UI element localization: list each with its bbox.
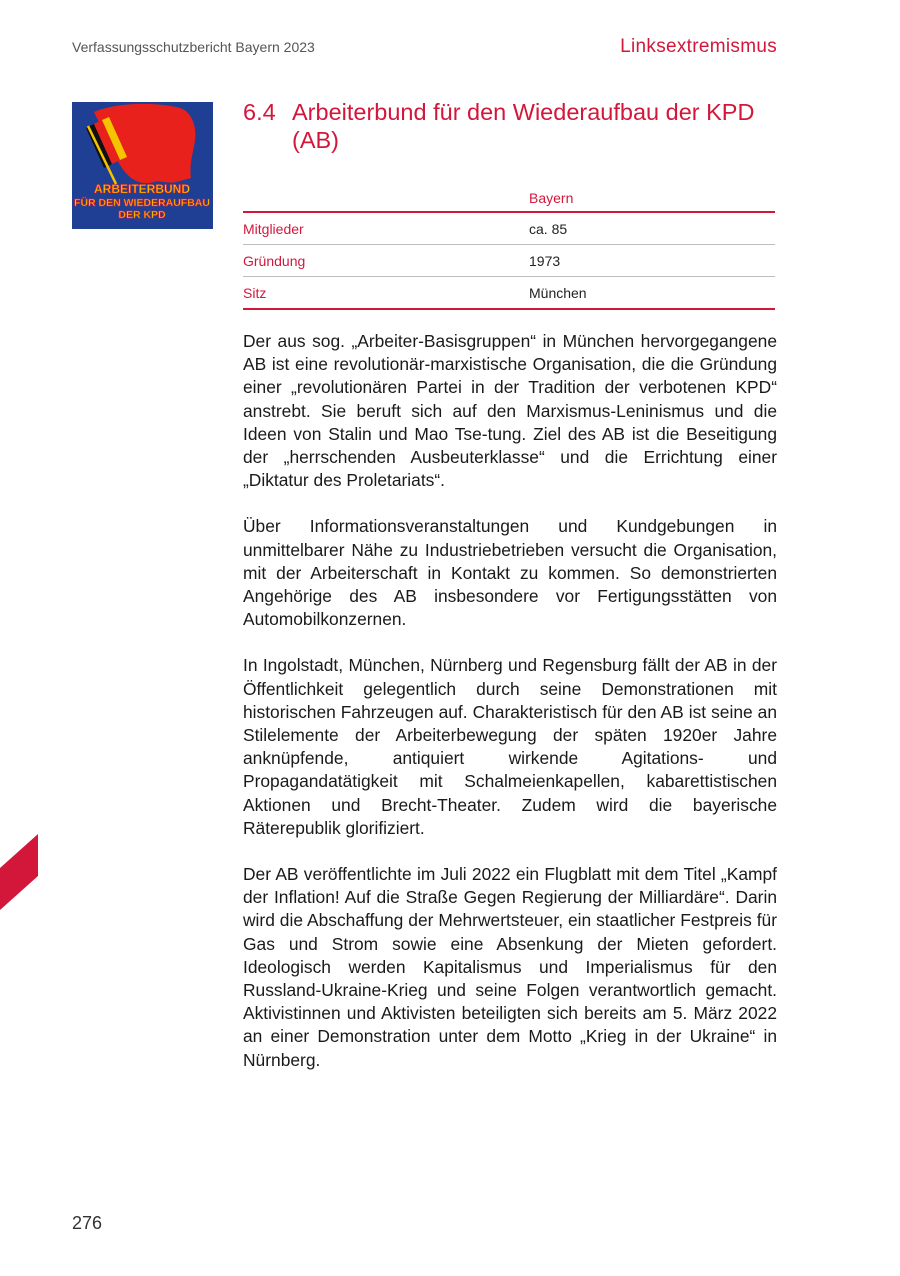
logo-text-line-1: ARBEITERBUND: [94, 182, 190, 196]
flag-logo-graphic: [72, 102, 213, 229]
table-row: [243, 245, 775, 277]
organization-logo: [72, 102, 213, 229]
table-row-value: 1973: [529, 245, 775, 277]
table-row-label: Sitz: [243, 277, 529, 310]
page-number: 276: [72, 1213, 103, 1233]
table-row-label: Mitglieder: [243, 212, 529, 245]
paragraph: Der aus sog. „Arbeiter-Basisgruppen“ in München hervorgegangene AB ist eine revolutionär-marxistische Organisation, die die Gründung einer „revolutionären Partei in der Tradition der verbotenen KPD“ anstrebt. Sie beruft sich auf den Marxismus-Leninismus und die Ideen von Stalin und Mao Tse-tung. Ziel des AB ist die Beseitigung der „herrschenden Ausbeuterklasse“ und die Errichtung einer „Diktatur des Proletariats“.: [243, 331, 777, 491]
logo-text-line-3: DER KPD: [118, 209, 166, 221]
table-column-header: Bayern: [529, 186, 775, 212]
paragraph: Der AB veröffentlichte im Juli 2022 ein Flugblatt mit dem Titel „Kampf der Inflation! Auf die Straße Gegen Regierung der Milliardäre“. Darin wird die Abschaffung der Mehrwertsteuer, ein staatlicher Festpreis für Gas und Strom sowie eine Absenkung der Mieten gefordert. Ideologisch werden Kapitalismus und Imperialismus für den Russland-Ukraine-Krieg und seine Folgen verantwortlich gemacht. Aktivistinnen und Aktivisten beteiligten sich bereits am 5. März 2022 an einer Demonstration unter dem Motto „Krieg in der Ukraine“ in Nürnberg.: [243, 864, 777, 1070]
running-header-publication: Verfassungsschutzbericht Bayern 2023: [72, 39, 315, 55]
table-row: [243, 212, 775, 245]
paragraph: In Ingolstadt, München, Nürnberg und Regensburg fällt der AB in der Öffentlichkeit gelegentlich durch seine Demonstrationen mit historischen Fahrzeugen auf. Charakteristisch für den AB ist seine an Stilelemente der Arbeiterbewegung der späten 1920er Jahre anknüpfende, antiquiert wirkende Agitations- und Propagandatätigkeit mit Schalmeienkapellen, kabarettistischen Aktionen und Brecht-Theater. Zudem wird die bayerische Räterepublik glorifiziert.: [243, 655, 777, 838]
table-header-row: [243, 186, 775, 212]
body-text: [243, 330, 777, 1095]
section-title: Arbeiterbund für den Wiederaufbau der KPD (AB): [292, 99, 755, 153]
chapter-side-tab: [0, 834, 38, 910]
table-header-empty: [243, 186, 529, 212]
table-row-value: ca. 85: [529, 212, 775, 245]
logo-text-line-2: FÜR DEN WIEDERAUFBAU: [74, 197, 210, 209]
table-row-value: München: [529, 277, 775, 310]
facts-table: [243, 186, 775, 310]
paragraph: Über Informationsveranstaltungen und Kundgebungen in unmittelbarer Nähe zu Industriebetrieben versucht die Organisation, mit der Arbeiterschaft in Kontakt zu kommen. So demonstrierten Angehörige des AB insbesondere vor Fertigungsstätten von Automobilkonzernen.: [243, 516, 777, 630]
section-number: 6.4: [243, 99, 276, 125]
running-header-section: Linksextremismus: [620, 36, 777, 57]
table-row-label: Gründung: [243, 245, 529, 277]
table-row: [243, 277, 775, 310]
